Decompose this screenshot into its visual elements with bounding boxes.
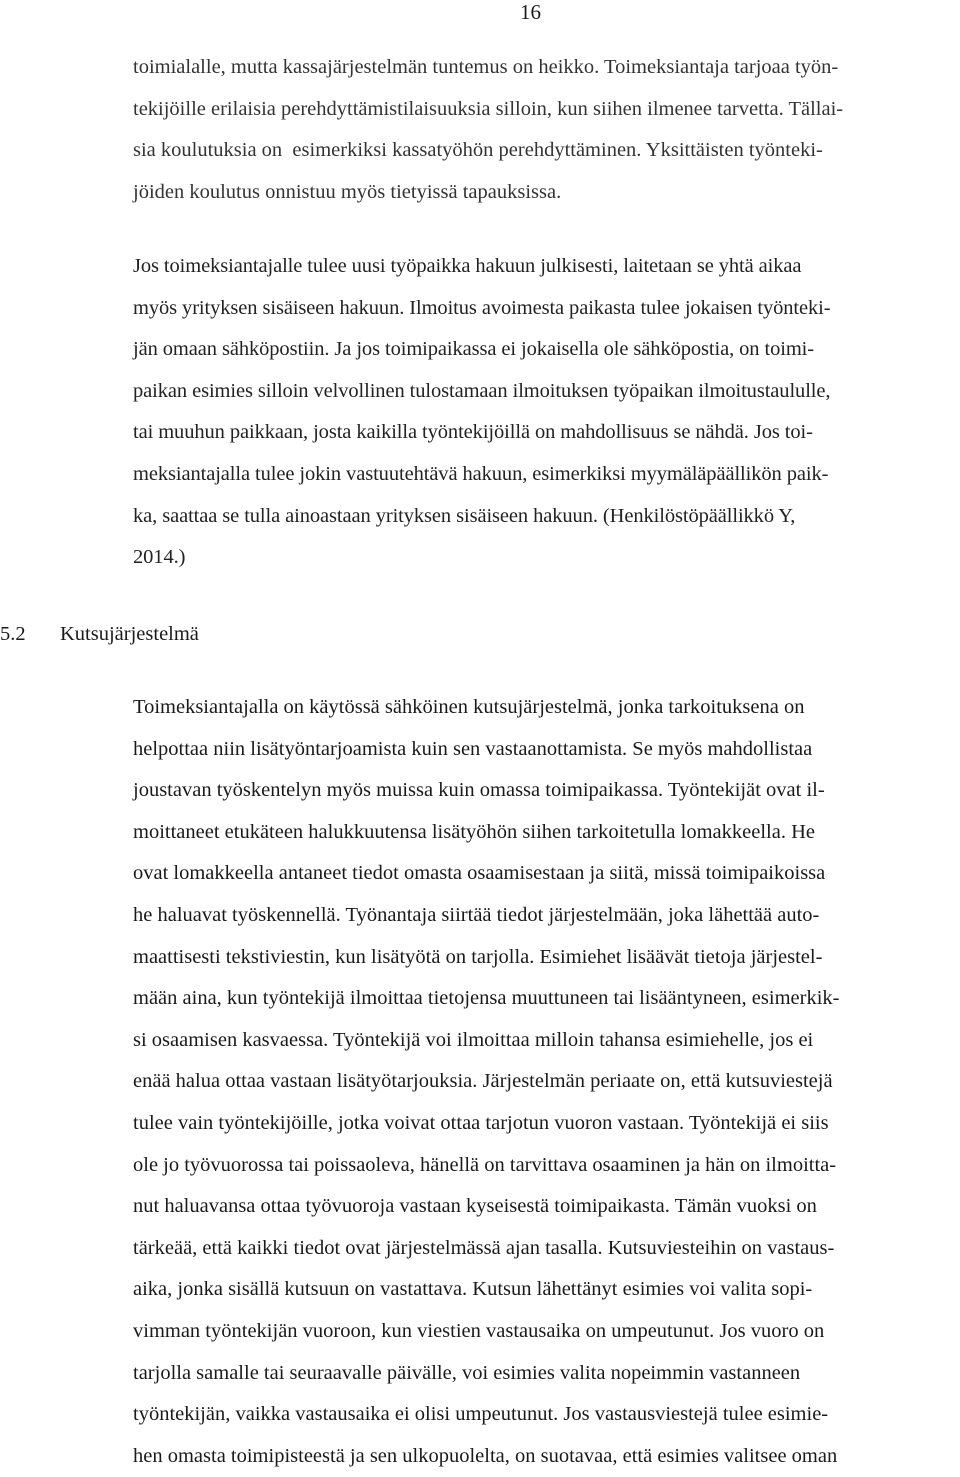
text-line: työntekijän, vaikka vastausaika ei olisi umpeutunut. Jos vastausviestejä tulee esimie- [133,1403,829,1426]
text-line: he haluavat työskennellä. Työnantaja siirtää tiedot järjestelmään, joka lähettää auto- [133,903,820,926]
text-line: paikan esimies silloin velvollinen tulostamaan ilmoituksen työpaikan ilmoitustaululle, [133,379,831,402]
text-line: hen omasta toimipisteestä ja sen ulkopuolelta, on suotavaa, että esimies valitsee oman [133,1444,838,1467]
paragraph-call-system [133,687,839,1477]
text-line: si osaamisen kasvaessa. Työntekijä voi ilmoittaa milloin tahansa esimiehelle, jos ei [133,1028,814,1051]
text-line: moittaneet etukäteen halukkuutensa lisätyöhön siihen tarkoitetulla lomakkeella. He [133,820,815,843]
text-line: tulee vain työntekijöille, jotka voivat ottaa tarjotun vuoron vastaan. Työntekijä ei siis [133,1111,829,1134]
text-line: toimialalle, mutta kassajärjestelmän tuntemus on heikko. Toimeksiantaja tarjoaa työn- [133,56,839,78]
text-line: tai muuhun paikkaan, josta kaikilla työntekijöillä on mahdollisuus se nähdä. Jos toi- [133,421,813,444]
text-line: nut haluavansa ottaa työvuoroja vastaan kyseisestä toimipaikasta. Tämän vuoksi on [133,1195,817,1218]
text-line: ka, saattaa se tulla ainoastaan yrityksen sisäiseen hakuun. (Henkilöstöpäällikkö Y, [133,504,796,527]
text-line: tärkeää, että kaikki tiedot ovat järjestelmässä ajan tasalla. Kutsuviesteihin on vastaus- [133,1236,835,1259]
text-line: tekijöille erilaisia perehdyttämistilaisuuksia silloin, kun siihen ilmenee tarvetta. Tällai- [133,97,844,120]
text-line: mään aina, kun työntekijä ilmoittaa tietojensa muuttuneen tai lisääntyneen, esimerkik- [133,987,840,1010]
text-line: Jos toimeksiantajalle tulee uusi työpaikka hakuun julkisesti, laitetaan se yhtä aikaa [133,255,802,277]
section-heading [0,619,199,649]
text-line: aika, jonka sisällä kutsuun on vastattava. Kutsun lähettänyt esimies voi valita sopi- [133,1278,813,1301]
text-line: tarjolla samalle tai seuraavalle päivälle, voi esimies valita nopeimmin vastanneen [133,1361,801,1384]
page-number: 16 [520,0,541,24]
text-line: jän omaan sähköpostiin. Ja jos toimipaikassa ei jokaisella ole sähköpostia, on toimi- [133,338,814,361]
text-line: enää halua ottaa vastaan lisätyötarjouksia. Järjestelmän periaate on, että kutsuviestejä [133,1070,833,1093]
section-title: Kutsujärjestelmä [60,623,199,645]
paragraph-internal-recruitment [133,246,830,579]
text-line: myös yrityksen sisäiseen hakuun. Ilmoitus avoimesta paikasta tulee jokaisen työnteki- [133,296,831,319]
text-line: 2014.) [133,546,186,569]
text-line: Toimeksiantajalla on käytössä sähköinen kutsujärjestelmä, jonka tarkoituksena on [133,696,805,718]
paragraph-training [133,47,843,213]
section-number: 5.2 [0,623,26,645]
text-line: sia koulutuksia on esimerkiksi kassatyöhön perehdyttäminen. Yksittäisten työnteki- [133,139,823,161]
text-line: ovat lomakkeella antaneet tiedot omasta osaamisestaan ja siitä, missä toimipaikoissa [133,862,826,885]
text-line: helpottaa niin lisätyöntarjoamista kuin sen vastaanottamista. Se myös mahdollistaa [133,737,813,760]
text-line: joustavan työskentelyn myös muissa kuin omassa toimipaikassa. Työntekijät ovat il- [133,779,825,802]
text-line: meksiantajalla tulee jokin vastuutehtävä hakuun, esimerkiksi myymäläpäällikön paik- [133,462,829,485]
text-line: vimman työntekijän vuoroon, kun viestien vastausaika on umpeutunut. Jos vuoro on [133,1319,825,1342]
text-line: jöiden koulutus onnistuu myös tietyissä tapauksissa. [133,180,562,203]
text-line: ole jo työvuorossa tai poissaoleva, hänellä on tarvittava osaaminen ja hän on ilmoitta- [133,1153,837,1176]
text-line: maattisesti tekstiviestin, kun lisätyötä on tarjolla. Esimiehet lisäävät tietoja järjestel- [133,945,823,968]
